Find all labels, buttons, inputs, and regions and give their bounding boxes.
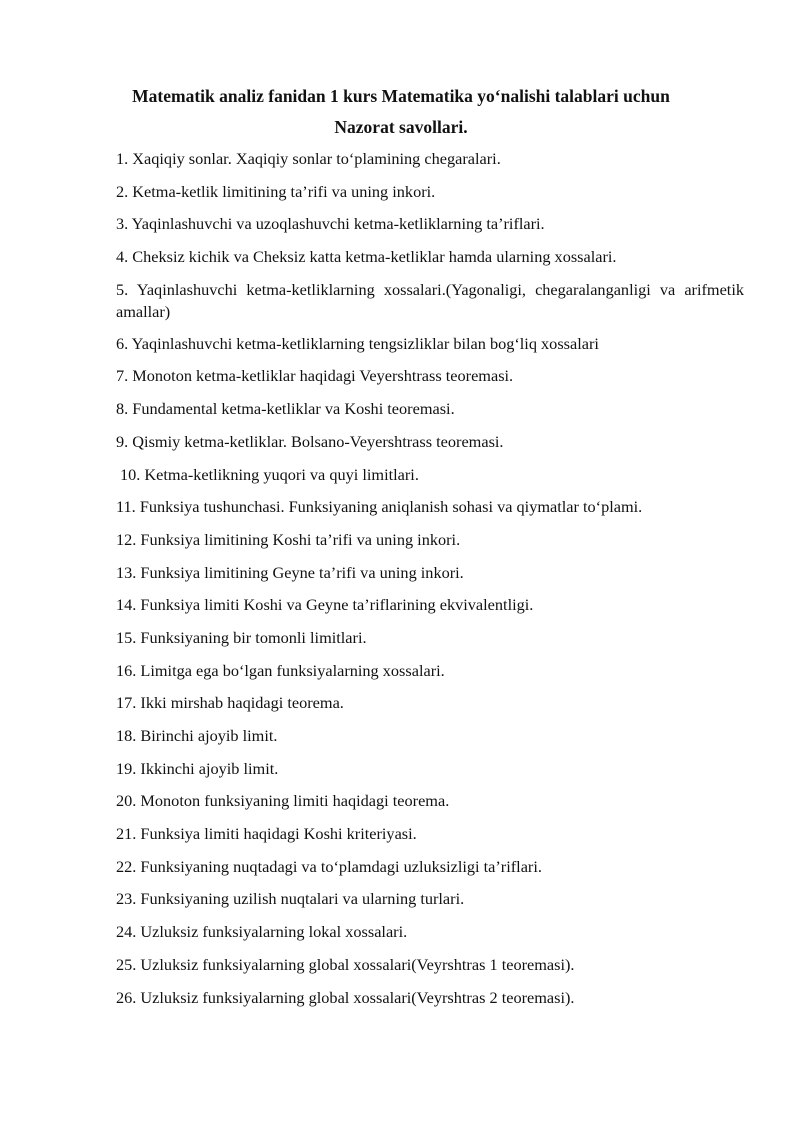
list-item: 8. Fundamental ketma-ketliklar va Koshi teoremasi. xyxy=(116,399,455,419)
list-item: 1. Xaqiqiy sonlar. Xaqiqiy sonlar to‘plamining chegaralari. xyxy=(116,149,501,168)
question-list xyxy=(116,148,744,1019)
list-item: 20. Monoton funksiyaning limiti haqidagi teorema. xyxy=(116,791,450,811)
list-item: 26. Uzluksiz funksiyalarning global xossalari(Veyrshtras 2 teoremasi). xyxy=(116,987,575,1007)
list-item: 21. Funksiya limiti haqidagi Koshi kriteriyasi. xyxy=(116,824,417,844)
list-item: 16. Limitga ega bo‘lgan funksiyalarning xossalari. xyxy=(116,660,445,680)
list-item: 18. Birinchi ajoyib limit. xyxy=(116,726,278,745)
list-item: 2. Ketma-ketlik limitining ta’rifi va uning inkori. xyxy=(116,181,436,201)
list-item: 19. Ikkinchi ajoyib limit. xyxy=(116,758,279,778)
list-item: 17. Ikki mirshab haqidagi teorema. xyxy=(116,693,344,713)
list-item: 25. Uzluksiz funksiyalarning global xossalari(Veyrshtras 1 teoremasi). xyxy=(116,954,575,974)
list-item: 15. Funksiyaning bir tomonli limitlari. xyxy=(116,627,367,647)
list-item: 24. Uzluksiz funksiyalarning lokal xossalari. xyxy=(116,922,408,942)
list-item: 10. Ketma-ketlikning yuqori va quyi limitlari. xyxy=(120,464,419,484)
list-item: 4. Cheksiz kichik va Cheksiz katta ketma-ketliklar hamda ularning xossalari. xyxy=(116,247,617,267)
list-item: 14. Funksiya limiti Koshi va Geyne ta’riflarining ekvivalentligi. xyxy=(116,595,534,615)
list-item: 11. Funksiya tushunchasi. Funksiyaning aniqlanish sohasi va qiymatlar to‘plami. xyxy=(116,497,643,517)
document-title: Matematik analiz fanidan 1 kurs Matematika yo‘nalishi talablari uchun xyxy=(132,86,670,106)
list-item: 5. Yaqinlashuvchi ketma-ketliklarning xossalari.(Yagonaligi, chegaralanganligi va arifmetik amallar) xyxy=(116,279,744,321)
list-item: 9. Qismiy ketma-ketliklar. Bolsano-Veyershtrass teoremasi. xyxy=(116,431,504,451)
list-item: 3. Yaqinlashuvchi va uzoqlashuvchi ketma-ketliklarning ta’riflari. xyxy=(116,214,545,234)
list-item: 7. Monoton ketma-ketliklar haqidagi Veyershtrass teoremasi. xyxy=(116,366,514,386)
list-item: 22. Funksiyaning nuqtadagi va to‘plamdagi uzluksizligi ta’riflari. xyxy=(116,856,542,876)
document-subtitle: Nazorat savollari. xyxy=(334,117,468,137)
list-item: 6. Yaqinlashuvchi ketma-ketliklarning tengsizliklar bilan bog‘liq xossalari xyxy=(116,333,599,353)
list-item: 13. Funksiya limitining Geyne ta’rifi va uning inkori. xyxy=(116,562,464,582)
list-item: 23. Funksiyaning uzilish nuqtalari va ularning turlari. xyxy=(116,889,465,909)
list-item: 12. Funksiya limitining Koshi ta’rifi va uning inkori. xyxy=(116,529,461,549)
